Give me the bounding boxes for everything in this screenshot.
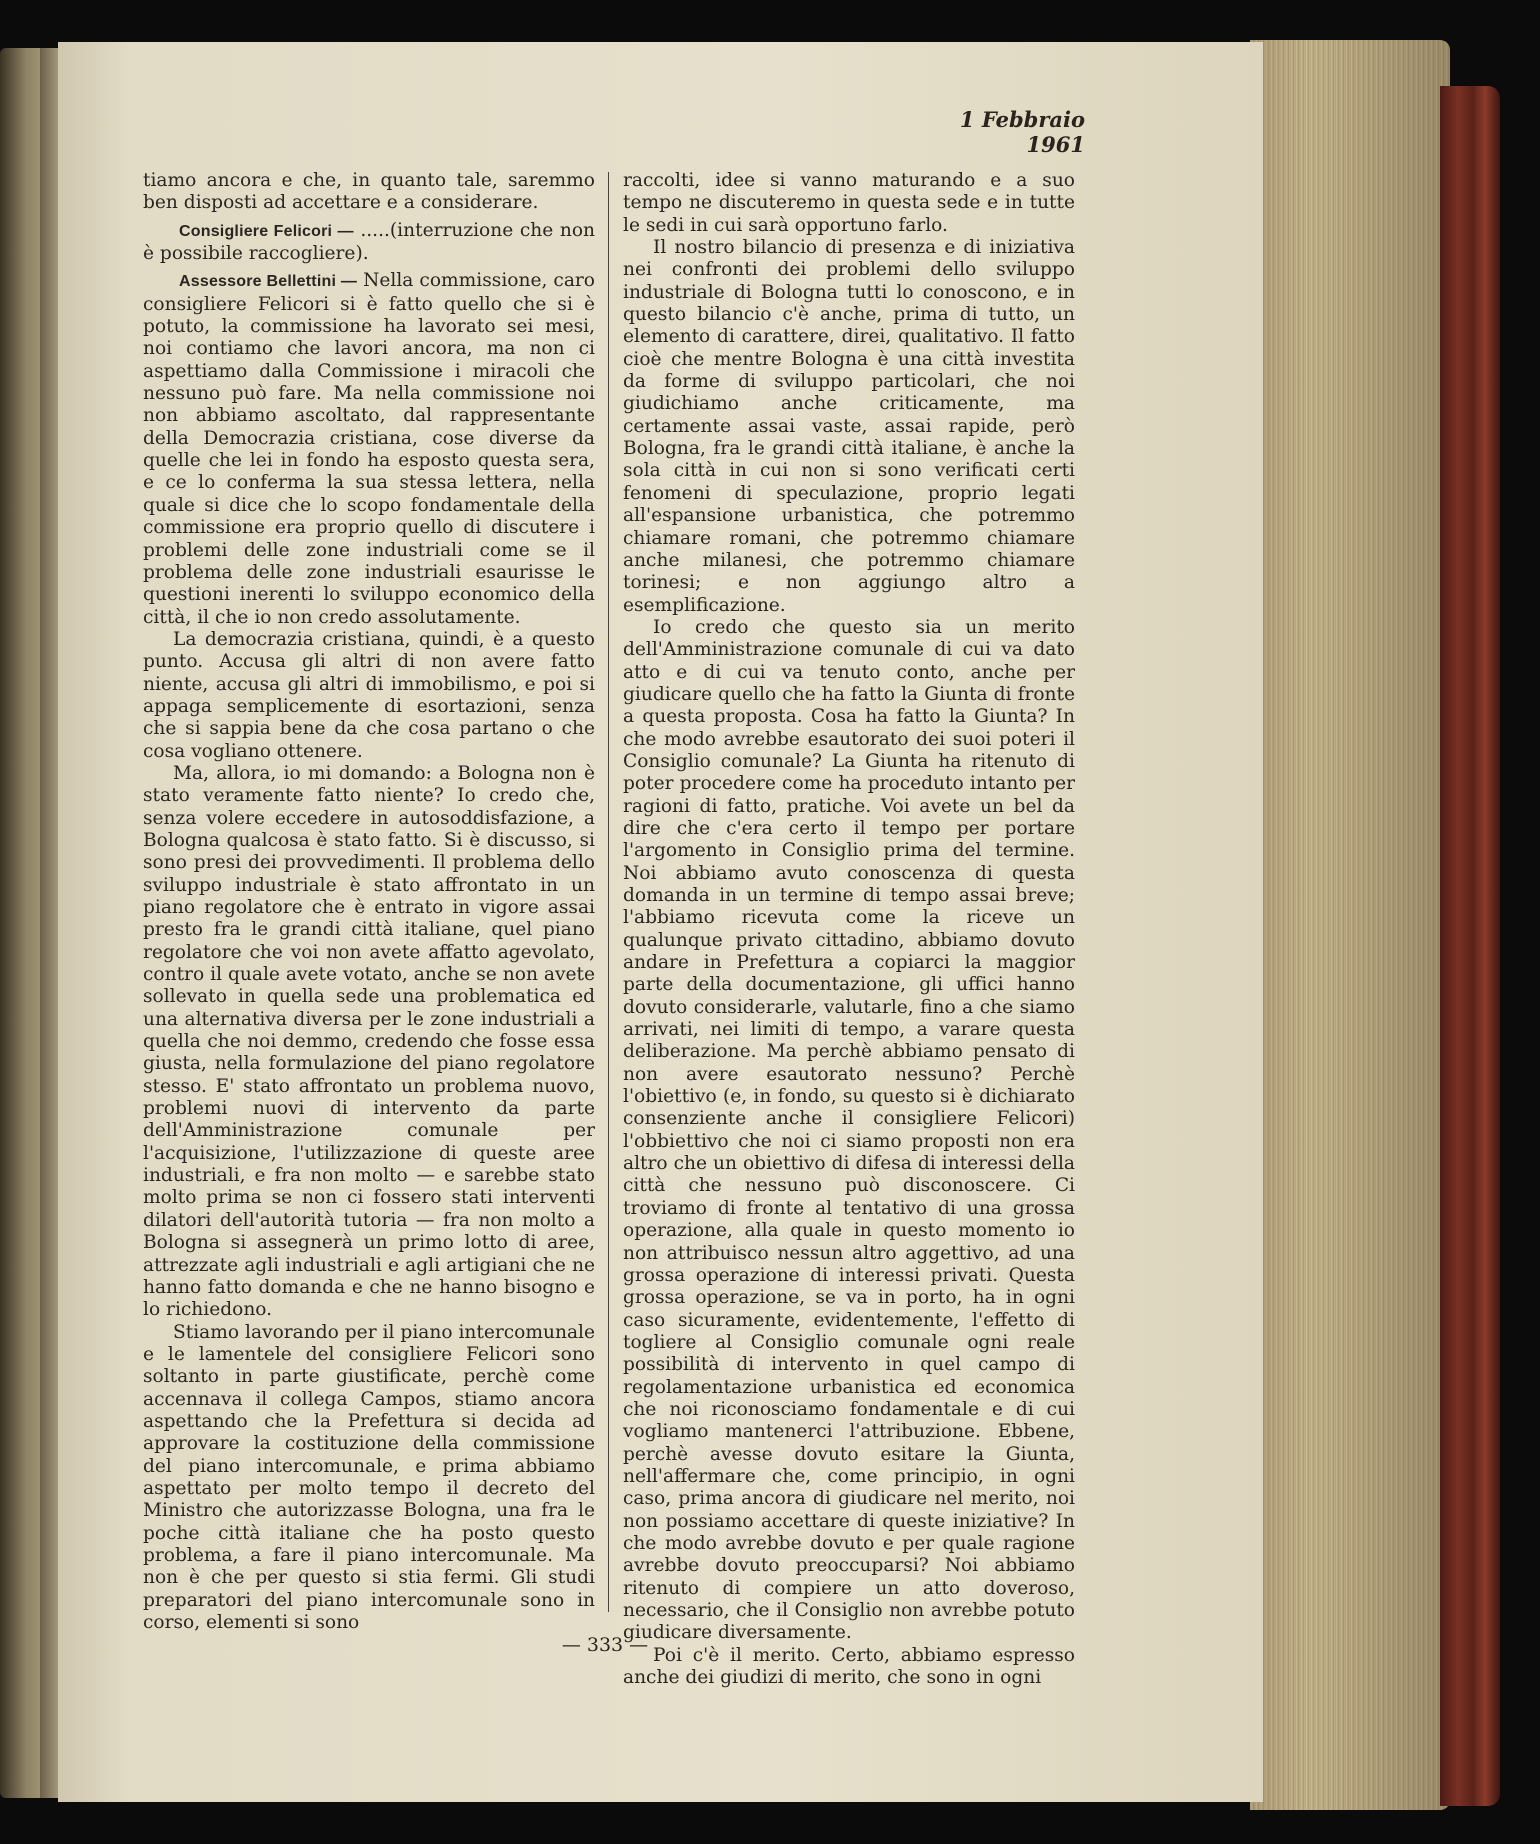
paragraph: tiamo ancora e che, in quanto tale, saremmo ben disposti ad accettare e a considerare. xyxy=(143,170,595,214)
paragraph: Stiamo lavorando per il piano intercomunale e le lamentele del consigliere Felicori sono soltanto in parte giustificate, perchè come accennava il collega Campos, stiamo ancora aspettando che la Prefettura si decida ad approvare la costituzione della commissione del piano intercomunale, e prima abbiamo aspettato per molto tempo il decreto del Ministro che autorizzasse Bologna, una fra le poche città italiane che ha posto questo problema, a fare il piano intercomunale. Ma non è che per questo si stia fermi. Gli studi preparatori del piano intercomunale sono in corso, elementi si sono xyxy=(143,1321,595,1633)
running-head-date: 1 Febbraio 1961 xyxy=(959,107,1085,157)
paragraph: Consigliere Felicori — .....(interruzione che non è possibile raccogliere). xyxy=(143,219,595,265)
paragraph: Il nostro bilancio di presenza e di iniziativa nei confronti dei problemi dello sviluppo industriale di Bologna tutti lo conoscono, e in questo bilancio c'è anche, prima di tutto, un elemento di carattere, direi, qualitativo. Il fatto cioè che mentre Bologna è una città investita da forme di sviluppo particolari, che noi giudichiamo anche criticamente, ma certamente assai vaste, assai rapide, però Bologna, fra le grandi città italiane, è anche la sola città in cui non si sono verificati certi fenomeni di speculazione, proprio legati all'espansione urbanistica, che potremmo chiamare romani, che potremmo chiamare anche milanesi, che potremmo chiamare torinesi; e non aggiungo altro a esemplificazione. xyxy=(623,237,1075,616)
page-number: — 333 — xyxy=(561,1634,649,1656)
paragraph: La democrazia cristiana, quindi, è a questo punto. Accusa gli altri di non avere fatto niente, accusa gli altri di immobilismo, e poi si appaga semplicemente di esortazioni, senza che si sappia bene da che cosa partano o che cosa vogliano ottenere. xyxy=(143,628,595,762)
paragraph: Ma, allora, io mi domando: a Bologna non è stato veramente fatto niente? Io credo che, senza volere eccedere in autosoddisfazione, a Bologna qualcosa è stato fatto. Si è discusso, si sono presi dei provvedimenti. Il problema dello sviluppo industriale è stato affrontato in un piano regolatore che è entrato in vigore assai presto fra le grandi città italiane, quel piano regolatore che voi non avete affatto agevolato, contro il quale avete votato, anche se non avete sollevato in quella sede una problematica ed una alternativa diversa per le zone industriali a quella che noi demmo, credendo che fosse essa giusta, nella formulazione del piano regolatore stesso. E' stato affrontato un problema nuovo, problemi nuovi di intervento da parte dell'Amministrazione comunale per l'acquisizione, l'utilizzazione di queste aree industriali, e fra non molto — e sarebbe stato molto prima se non ci fossero stati interventi dilatori dell'autorità tutoria — fra non molto a Bologna si assegnerà un primo lotto di aree, attrezzate agli industriali e agli artigiani che ne hanno fatto domanda e che ne hanno bisogno e lo richiedono. xyxy=(143,762,595,1321)
book-cover-marbled xyxy=(1440,86,1500,1806)
paragraph: raccolti, idee si vanno maturando e a suo tempo ne discuteremo in questa sede e in tutte le sedi in cui sarà opportuno farlo. xyxy=(623,170,1075,236)
paragraph: Assessore Bellettini — Nella commissione, caro consigliere Felicori si è fatto quello che si è potuto, la commissione ha lavorato sei mesi, noi contiamo che lavori ancora, ma non ci aspettiamo dalla Commissione i miracoli che nessuno può fare. Ma nella commissione noi non abbiamo ascoltato, dal rappresentante della Democrazia cristiana, cose diverse da quelle che lei in fondo ha esposto questa sera, e ce lo conferma la sua stessa lettera, nella quale si dice che lo scopo fondamentale della commissione era proprio quello di discutere i problemi delle zone industriali come se il problema delle zone industriali esaurisse le questioni inerenti lo sviluppo economico della città, il che io non credo assolutamente. xyxy=(143,270,595,628)
speaker-name: Consigliere Felicori — xyxy=(179,222,354,240)
column-rule xyxy=(608,172,609,1612)
right-column xyxy=(623,170,1075,1689)
paragraph: Poi c'è il merito. Certo, abbiamo espresso anche dei giudizi di merito, che sono in ogni xyxy=(623,1644,1075,1689)
left-column xyxy=(143,170,595,1634)
speaker-name: Assessore Bellettini — xyxy=(179,273,358,291)
paragraph: Io credo che questo sia un merito dell'Amministrazione comunale di cui va dato atto e di cui va tenuto conto, anche per giudicare quello che ha fatto la Giunta di fronte a questa proposta. Cosa ha fatto la Giunta? In che modo avrebbe esautorato dei suoi poteri il Consiglio comunale? La Giunta ha ritenuto di poter procedere come ha proceduto intanto per ragioni di fatto, pratiche. Voi avete un bel da dire che c'era certo il tempo per portare l'argomento in Consiglio prima del termine. Noi abbiamo avuto conoscenza di questa domanda in un termine di tempo assai breve; l'abbiamo ricevuta come la riceve un qualunque privato cittadino, abbiamo dovuto andare in Prefettura a copiarci la maggior parte della documentazione, gli uffici hanno dovuto considerarle, valutarle, fino a che siamo arrivati, nei limiti di tempo, a varare questa deliberazione. Ma perchè abbiamo pensato di non avere esautorato nessuno? Perchè l'obiettivo (e, in fondo, su questo si è dichiarato consenziente anche il consigliere Felicori) l'obbiettivo che noi ci siamo proposti non era altro che un obiettivo di difesa di interessi della città che nessuno può disconoscere. Ci troviamo di fronte al tentativo di una grossa operazione, alla quale in questo momento io non attribuisco nessun altro aggettivo, ad una grossa operazione di interessi privati. Questa grossa operazione, se va in porto, ha in ogni caso sicuramente, evidentemente, l'effetto di togliere al Consiglio comunale ogni reale possibilità di intervento in quel campo di regolamentazione urbanistica ed economica che noi riconosciamo fondamentale e di cui vogliamo mantenerci l'attribuzione. Ebbene, perchè avesse dovuto esitare la Giunta, nell'affermare che, come principio, in ogni caso, prima ancora di giudicare nel merito, noi non possiamo accettare di queste iniziative? In che modo avrebbe dovuto e per quale ragione avrebbe dovuto preoccuparsi? Noi abbiamo ritenuto di compiere un atto doveroso, necessario, che il Consiglio non avrebbe potuto giudicare diversamente. xyxy=(623,616,1075,1644)
